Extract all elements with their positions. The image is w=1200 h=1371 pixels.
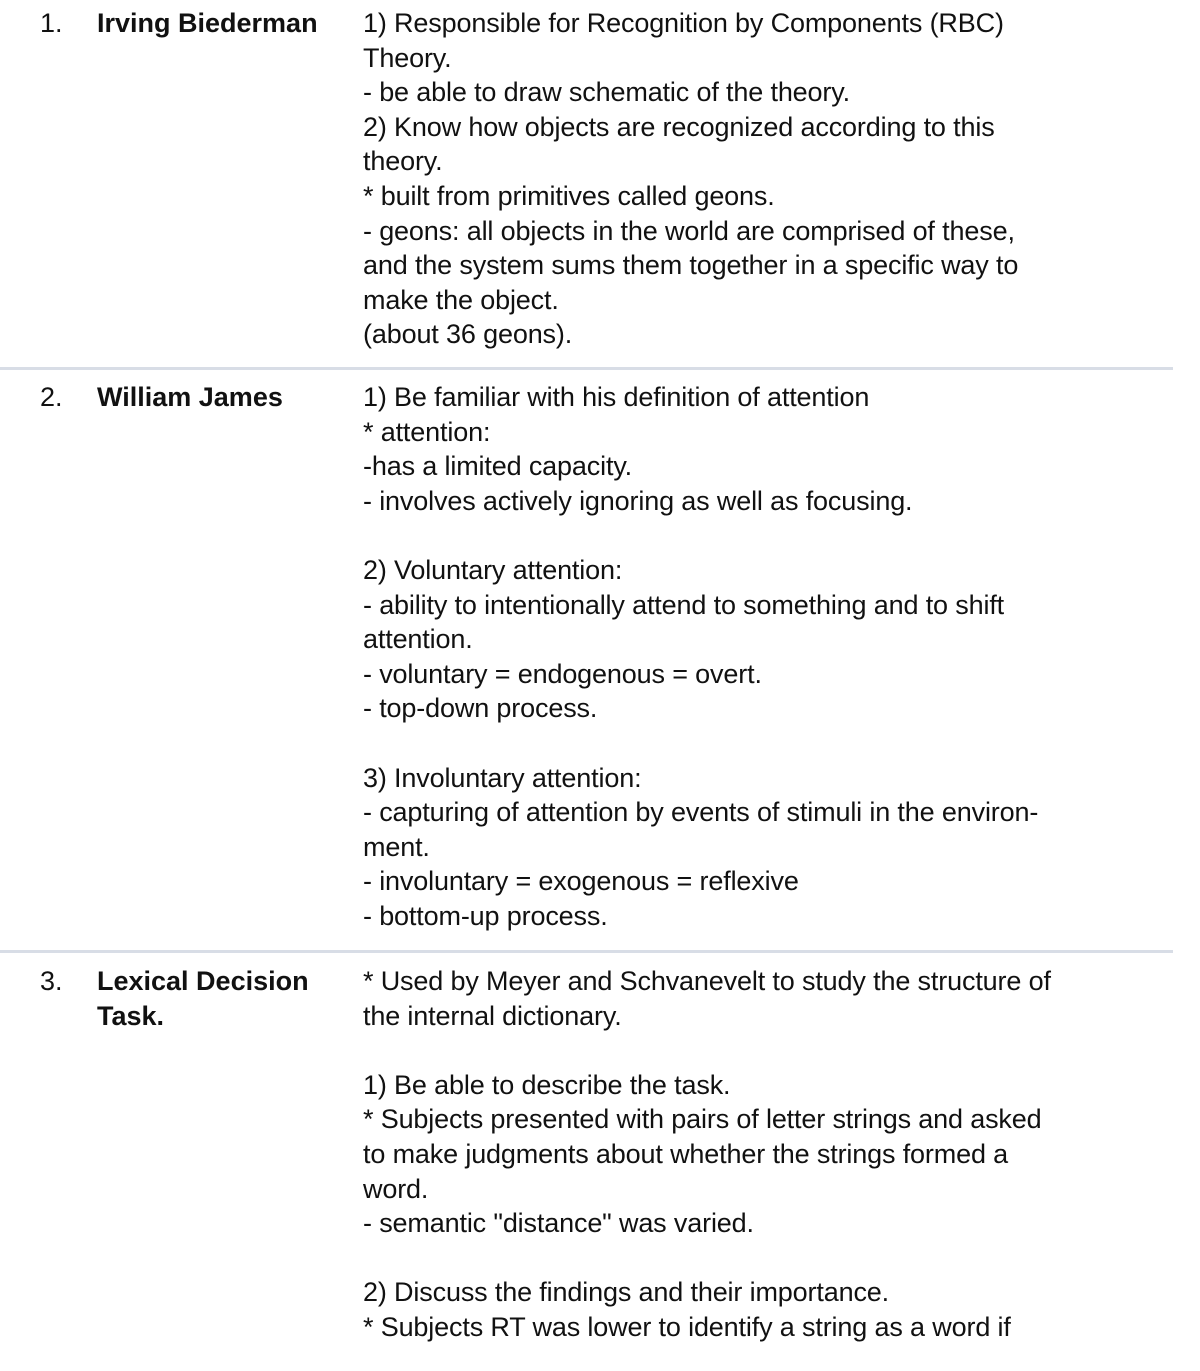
definition-line: 2) Discuss the findings and their importance. xyxy=(363,1277,890,1308)
flashcard-2 xyxy=(0,380,1173,935)
definition-line: - top-down process. xyxy=(363,693,598,724)
definition-line: 1) Be familiar with his definition of attention xyxy=(363,382,870,412)
definition-line: attention. xyxy=(363,624,473,655)
definition-line: - geons: all objects in the world are comprised of these, xyxy=(363,215,1015,246)
card-term-line: Task. xyxy=(97,1001,165,1031)
card-number: 3. xyxy=(40,966,63,996)
card-term-line: Lexical Decision xyxy=(97,966,309,996)
definition-line: * Subjects presented with pairs of letter strings and asked xyxy=(363,1104,1042,1135)
flashcard-3 xyxy=(0,964,1173,1371)
definition-line: * attention: xyxy=(363,416,491,447)
definition-line: * Subjects RT was lower to identify a string as a word if xyxy=(363,1311,1011,1342)
definition-line: ment. xyxy=(363,831,430,862)
definition-line: theory. xyxy=(363,146,443,177)
card-definition xyxy=(363,964,1163,1345)
definition-line: - ability to intentionally attend to something and to shift xyxy=(363,589,1005,620)
definition-line: - voluntary = endogenous = overt. xyxy=(363,658,762,689)
definition-line: (about 36 geons). xyxy=(363,319,573,350)
card-definition xyxy=(363,6,1163,352)
definition-line: * built from primitives called geons. xyxy=(363,180,775,211)
definition-line xyxy=(363,1033,1163,1068)
definition-line: 2) Know how objects are recognized according to this xyxy=(363,111,995,142)
definition-line: 1) Be able to describe the task. xyxy=(363,1069,731,1100)
definition-line: - involves actively ignoring as well as focusing. xyxy=(363,485,913,516)
definition-line: word. xyxy=(363,1173,429,1204)
definition-line: and the system sums them together in a specific way to xyxy=(363,250,1019,281)
flashcard-1 xyxy=(0,6,1173,351)
card-divider xyxy=(0,367,1173,370)
card-term: Irving Biederman xyxy=(97,8,318,38)
definition-line: - bottom-up process. xyxy=(363,900,608,931)
card-definition xyxy=(363,380,1163,934)
definition-line: Theory. xyxy=(363,42,452,73)
definition-line: - be able to draw schematic of the theory. xyxy=(363,77,850,108)
definition-line: 1) Responsible for Recognition by Components (RBC) xyxy=(363,8,1004,38)
definition-line xyxy=(363,518,1163,553)
card-term: William James xyxy=(97,382,283,412)
definition-line: - involuntary = exogenous = reflexive xyxy=(363,866,799,897)
card-term xyxy=(97,964,352,1034)
definition-line xyxy=(363,726,1163,761)
definition-line: the internal dictionary. xyxy=(363,1000,622,1031)
definition-line xyxy=(363,1241,1163,1276)
definition-line: - semantic "distance" was varied. xyxy=(363,1208,754,1239)
definition-line: to make judgments about whether the strings formed a xyxy=(363,1138,1009,1169)
definition-line: * Used by Meyer and Schvanevelt to study the structure of xyxy=(363,966,1051,996)
definition-line: - capturing of attention by events of stimuli in the environ- xyxy=(363,797,1039,828)
card-divider xyxy=(0,950,1173,953)
definition-line: -has a limited capacity. xyxy=(363,451,633,482)
definition-line: 3) Involuntary attention: xyxy=(363,762,642,793)
card-number: 1. xyxy=(40,8,63,38)
definition-line: make the object. xyxy=(363,284,559,315)
definition-line: 2) Voluntary attention: xyxy=(363,554,623,585)
card-number: 2. xyxy=(40,382,63,412)
